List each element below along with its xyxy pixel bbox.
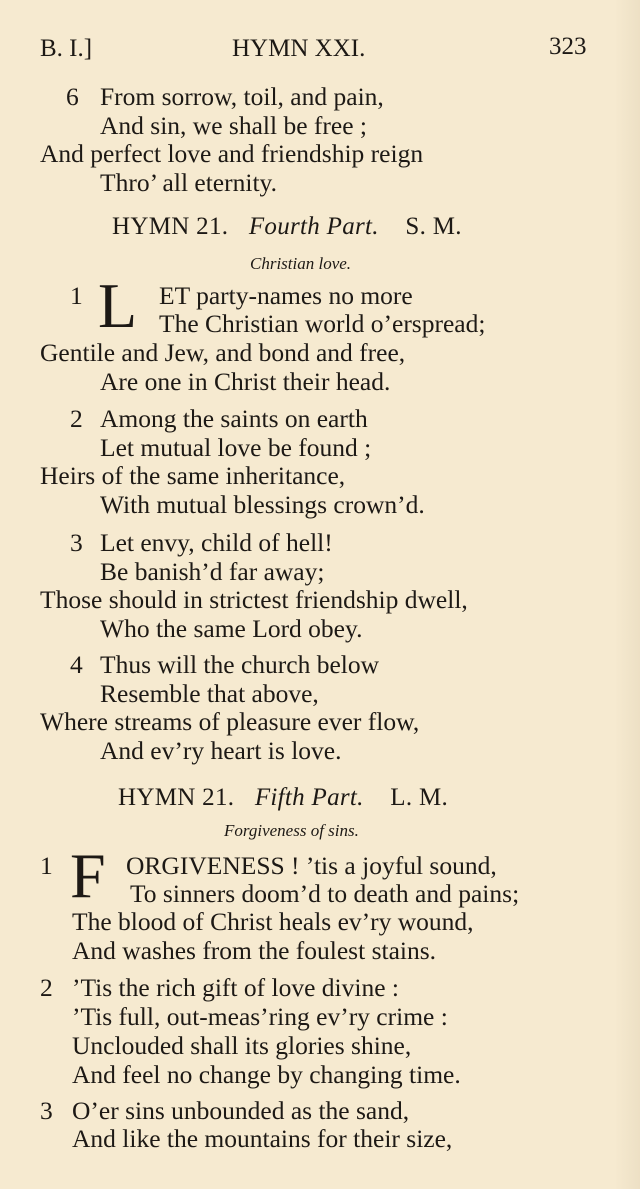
stanza-number: 4 [70,650,83,679]
stanza-number: 1 [70,281,83,310]
verse-line: Among the saints on earth [100,404,368,433]
hymn-part: Fourth Part. [248,213,379,240]
stanza-number: 6 [66,82,79,111]
hymn-meter: L. M. [390,784,449,811]
hymn-subtitle: Christian love. [250,254,352,273]
hymn-heading-fifth [118,783,448,813]
verse-line: Heirs of the same inheritance, [40,461,346,490]
hymn-heading-fourth [112,212,462,242]
verse-line: Those should in strictest friendship dwell, [40,585,468,614]
header-page-number: 323 [549,33,587,60]
stanza-number: 1 [40,851,53,880]
verse-line: Gentile and Jew, and bond and free, [40,338,406,367]
verse-line: Where streams of pleasure ever flow, [40,707,420,736]
verse-line: And ev’ry heart is love. [100,736,342,765]
verse-line: Thro’ all eternity. [100,168,278,197]
verse-line: O’er sins unbounded as the sand, [72,1096,410,1125]
drop-cap: F [70,840,106,911]
verse-line: Thus will the church below [100,650,380,679]
verse-line: ’Tis the rich gift of love divine : [72,973,399,1002]
stanza-number: 3 [70,528,83,557]
verse-line: ’Tis full, out-meas’ring ev’ry crime : [72,1002,448,1031]
verse-line: And feel no change by changing time. [72,1060,461,1089]
stanza-number: 3 [40,1096,53,1125]
verse-line: Who the same Lord obey. [100,614,363,643]
verse-line: Let envy, child of hell! [100,528,333,557]
drop-cap: L [98,270,138,341]
hymn-number: HYMN 21. [118,784,235,811]
verse-line: To sinners doom’d to death and pains; [130,879,520,908]
hymn-meter: S. M. [405,213,462,240]
hymn-number: HYMN 21. [112,213,229,240]
verse-line: And sin, we shall be free ; [100,111,367,140]
verse-line: From sorrow, toil, and pain, [100,82,384,111]
header-section-mark: B. I.] [40,35,93,62]
verse-line: The blood of Christ heals ev’ry wound, [72,907,474,936]
verse-line: And like the mountains for their size, [72,1124,453,1153]
verse-line: Unclouded shall its glories shine, [72,1031,412,1060]
verse-line: And washes from the foulest stains. [72,936,437,965]
hymn-subtitle: Forgiveness of sins. [224,821,359,840]
verse-line: And perfect love and friendship reign [40,139,424,168]
verse-line: The Christian world o’erspread; [159,309,486,338]
page-edge-shadow [614,0,640,1189]
verse-line: Let mutual love be found ; [100,433,372,462]
verse-line: ET party-names no more [159,281,413,310]
stanza-number: 2 [40,973,53,1002]
verse-line: Are one in Christ their head. [100,367,391,396]
stanza-number: 2 [70,404,83,433]
verse-line: Resemble that above, [100,679,319,708]
hymn-part: Fifth Part. [254,784,364,811]
header-hymn-title: HYMN XXI. [232,35,366,62]
verse-line: Be banish’d far away; [100,557,325,586]
verse-line: With mutual blessings crown’d. [100,490,425,519]
verse-line: ORGIVENESS ! ’tis a joyful sound, [126,851,497,880]
